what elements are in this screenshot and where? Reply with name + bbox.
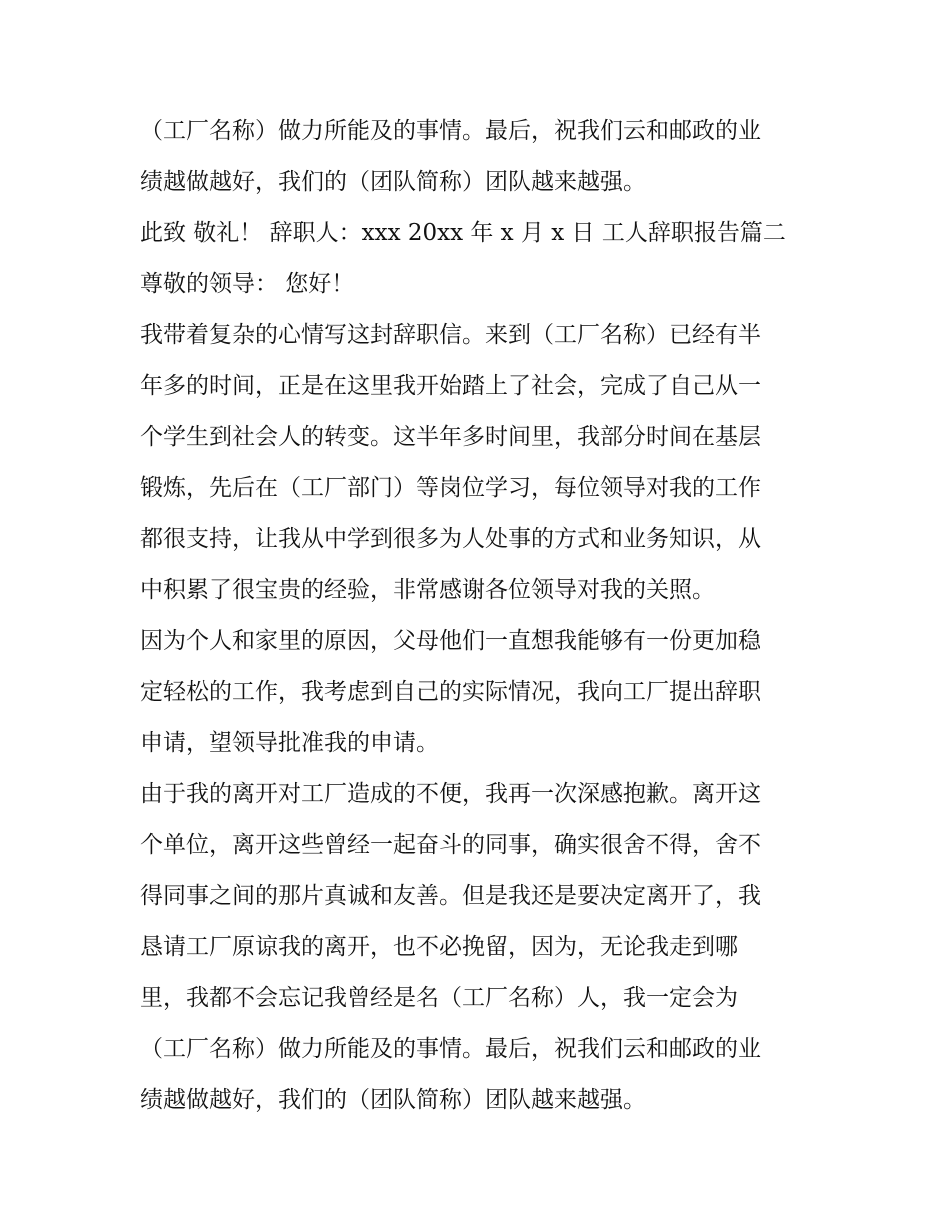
text-line: 申请，望领导批准我的申请。 bbox=[140, 730, 439, 756]
text-line: 个学生到社会人的转变。这半年多时间里，我部分时间在基层 bbox=[140, 424, 761, 450]
text-line: 绩越做越好，我们的（团队简称）团队越来越强。 bbox=[140, 169, 646, 195]
text-line: 都很支持，让我从中学到很多为人处事的方式和业务知识，从 bbox=[140, 526, 761, 552]
closing-signature-line: 此致 敬礼！ 辞职人：xxx 20xx 年 x 月 x 日 工人辞职报告篇二 bbox=[140, 220, 786, 246]
salutation-line: 尊敬的领导： 您好！ bbox=[140, 271, 355, 297]
text-line: 得同事之间的那片真诚和友善。但是我还是要决定离开了，我 bbox=[140, 883, 761, 909]
text-line: 我带着复杂的心情写这封辞职信。来到（工厂名称）已经有半 bbox=[140, 322, 761, 348]
text-line: 年多的时间，正是在这里我开始踏上了社会，完成了自己从一 bbox=[140, 373, 761, 399]
text-line: 定轻松的工作，我考虑到自己的实际情况，我向工厂提出辞职 bbox=[140, 679, 761, 705]
text-line: 绩越做越好，我们的（团队简称）团队越来越强。 bbox=[140, 1087, 646, 1113]
text-line: 因为个人和家里的原因，父母他们一直想我能够有一份更加稳 bbox=[140, 628, 761, 654]
text-line: 由于我的离开对工厂造成的不便，我再一次深感抱歉。离开这 bbox=[140, 781, 761, 807]
text-line: 里，我都不会忘记我曾经是名（工厂名称）人，我一定会为 bbox=[140, 985, 738, 1011]
text-line: 中积累了很宝贵的经验，非常感谢各位领导对我的关照。 bbox=[140, 577, 715, 603]
text-line: 锻炼，先后在（工厂部门）等岗位学习，每位领导对我的工作 bbox=[140, 475, 761, 501]
text-line: 个单位，离开这些曾经一起奋斗的同事，确实很舍不得，舍不 bbox=[140, 832, 761, 858]
text-line: （工厂名称）做力所能及的事情。最后，祝我们云和邮政的业 bbox=[140, 1036, 761, 1062]
text-line: （工厂名称）做力所能及的事情。最后，祝我们云和邮政的业 bbox=[140, 118, 761, 144]
document-body bbox=[140, 106, 830, 1126]
text-line: 恳请工厂原谅我的离开，也不必挽留，因为，无论我走到哪 bbox=[140, 934, 738, 960]
